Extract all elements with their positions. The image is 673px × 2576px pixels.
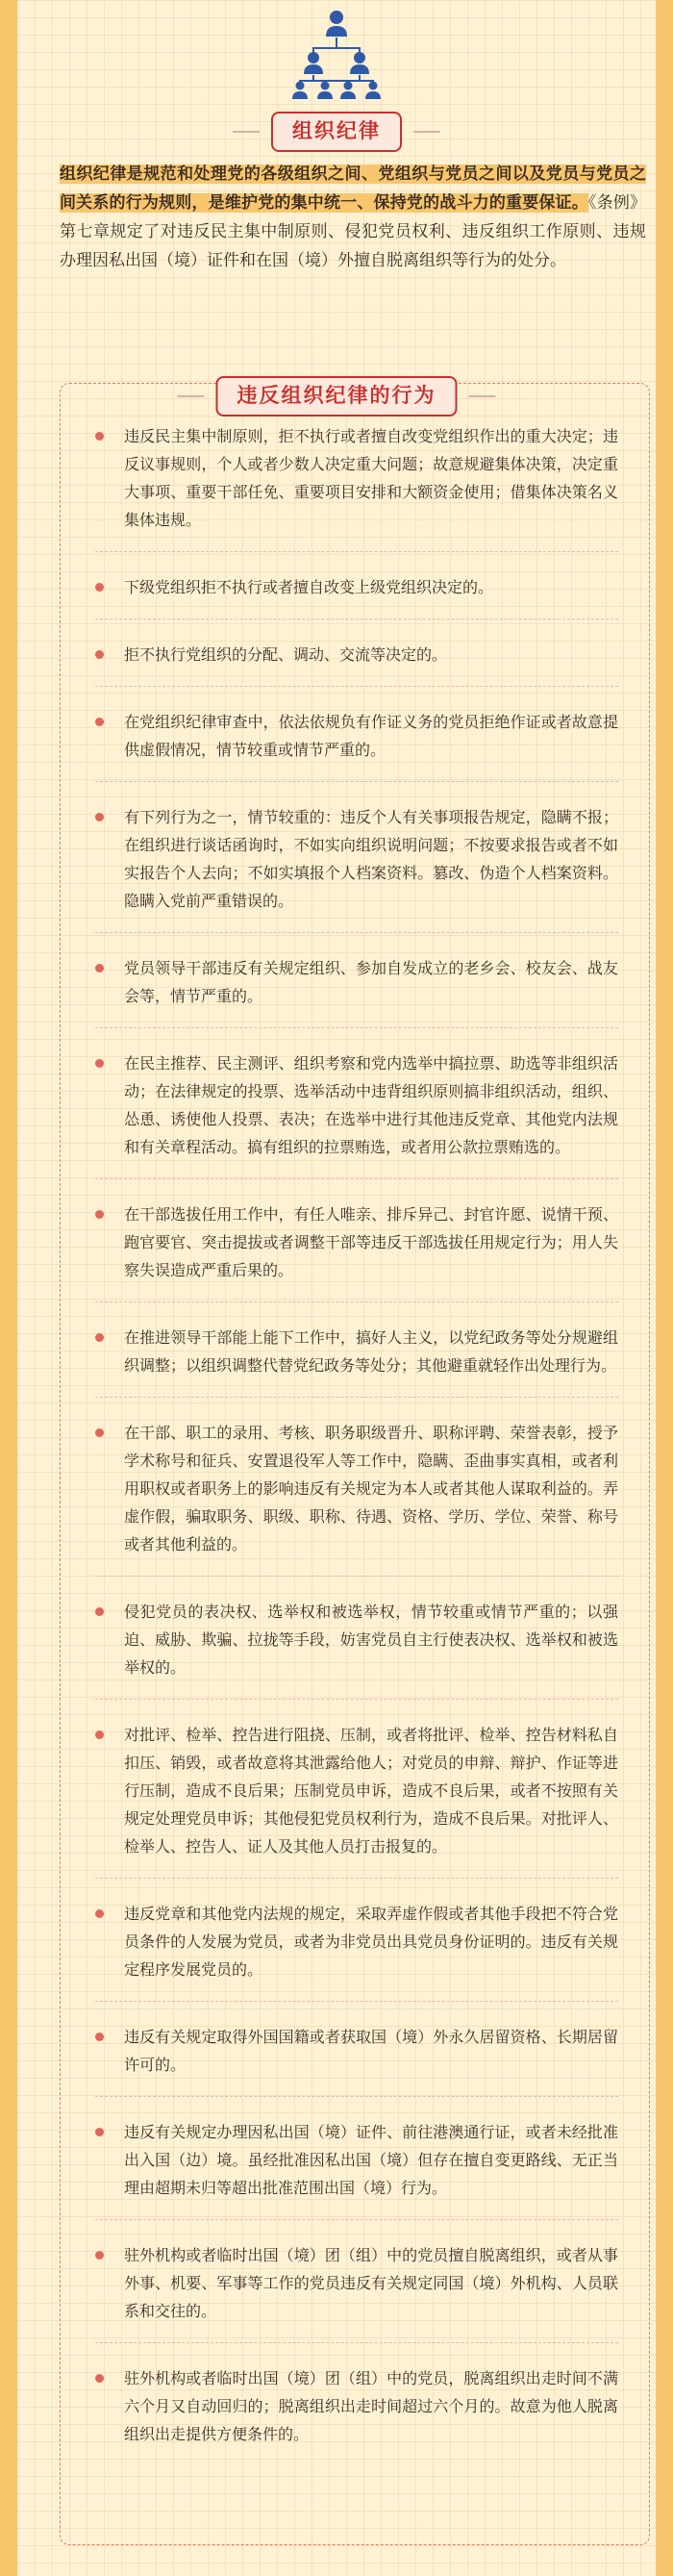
list-item — [95, 1721, 618, 1879]
bullet-dot-icon — [95, 1059, 104, 1068]
list-item-text: 驻外机构或者临时出国（境）团（组）中的党员，脱离组织出走时间不满六个月又自动回归的；脱离组织出走时间超过六个月的。故意为他人脱离组织出走提供方便条件的。 — [124, 2369, 618, 2443]
list-item-text: 侵犯党员的表决权、选举权和被选举权，情节较重或情节严重的；以强迫、威胁、欺骗、拉拢等手段，妨害党员自主行使表决权、选举权和被选举权的。 — [124, 1603, 618, 1677]
bullet-dot-icon — [95, 2251, 104, 2260]
list-item — [95, 1049, 618, 1179]
divider-left — [178, 395, 205, 397]
list-item — [95, 803, 618, 933]
list-item-text: 在党组织纪律审查中，依法依规负有作证义务的党员拒绝作证或者故意提供虚假情况，情节较重或情节严重的。 — [124, 713, 618, 759]
list-item — [95, 1900, 618, 2002]
bullet-dot-icon — [95, 2128, 104, 2136]
list-item — [95, 2241, 618, 2343]
list-item-text: 有下列行为之一，情节较重的：违反个人有关事项报告规定，隐瞒不报；在组织进行谈话函询时，不如实向组织说明问题；不按要求报告或者不如实报告个人去向；不如实填报个人档案资料。篡改、伪造个人档案资料。隐瞒入党前严重错误的。 — [124, 808, 618, 910]
bullet-dot-icon — [95, 432, 104, 441]
list-item — [95, 1419, 618, 1577]
list-item — [95, 1200, 618, 1302]
bullet-dot-icon — [95, 718, 104, 726]
list-item-text: 违反有关规定取得外国国籍或者获取国（境）外永久居留资格、长期居留许可的。 — [124, 2028, 618, 2074]
bullet-dot-icon — [95, 583, 104, 592]
list-item-text: 在民主推荐、民主测评、组织考察和党内选举中搞拉票、助选等非组织活动；在法律规定的投票、选举活动中违背组织原则搞非组织活动，组织、怂恿、诱使他人投票、表决；在选举中进行其他违反党章、其他党内法规和有关章程活动。搞有组织的拉票贿选，或者用公款拉票贿选的。 — [124, 1054, 618, 1156]
divider-left — [233, 131, 260, 133]
divider-right — [469, 395, 496, 397]
intro-highlight: 组织纪律是规范和处理党的各级组织之间、党组织与党员之间以及党员与党员之间关系的行为规则，是维护党的集中统一、保持党的战斗力的重要保证。 — [60, 164, 646, 213]
bullet-dot-icon — [95, 1210, 104, 1219]
list-item-text: 违反党章和其他党内法规的规定，采取弄虚作假或者其他手段把不符合党员条件的人发展为党员，或者为非党员出具党员身份证明的。违反有关规定程序发展党员的。 — [124, 1905, 618, 1979]
list-item-text: 下级党组织拒不执行或者擅自改变上级党组织决定的。 — [124, 578, 494, 596]
list-item — [95, 1598, 618, 1700]
bullet-dot-icon — [95, 1333, 104, 1342]
bullet-dot-icon — [95, 1730, 104, 1739]
list-item — [95, 573, 618, 619]
list-item-text: 驻外机构或者临时出国（境）团（组）中的党员擅自脱离组织，或者从事外事、机要、军事等工作的党员违反有关规定同国（境）外机构、人员联系和交往的。 — [124, 2246, 618, 2320]
list-item-text: 对批评、检举、控告进行阻挠、压制，或者将批评、检举、控告材料私自扣压、销毁，或者故意将其泄露给他人；对党员的申辩、辩护、作证等进行压制，造成不良后果；压制党员申诉，造成不良后果，或者不按照有关规定处理党员申诉；其他侵犯党员权利行为，造成不良后果。对批评人、检举人、控告人、证人及其他人员打击报复的。 — [124, 1726, 618, 1856]
list-item-text: 党员领导干部违反有关规定组织、参加自发成立的老乡会、校友会、战友会等，情节严重的。 — [124, 959, 618, 1005]
bullet-dot-icon — [95, 813, 104, 821]
violations-title — [178, 376, 496, 417]
list-item — [95, 422, 618, 552]
bullet-dot-icon — [95, 1607, 104, 1616]
list-item-text: 违反民主集中制原则，拒不执行或者擅自改变党组织作出的重大决定；违反议事规则，个人或者少数人决定重大问题；故意规避集体决策，决定重大事项、重要干部任免、重要项目安排和大额资金使用；借集体决策名义集体违规。 — [124, 427, 618, 529]
list-item-text: 在推进领导干部能上能下工作中，搞好人主义，以党纪政务等处分规避组织调整；以组织调整代替党纪政务等处分；其他避重就轻作出处理行为。 — [124, 1328, 618, 1375]
bullet-dot-icon — [95, 2033, 104, 2041]
bullet-dot-icon — [95, 650, 104, 659]
section-title — [233, 112, 440, 152]
bullet-dot-icon — [95, 1909, 104, 1918]
violations-title-label: 违反组织纪律的行为 — [216, 376, 458, 417]
list-item — [95, 2023, 618, 2097]
list-item-text: 在干部、职工的录用、考核、职务职级晋升、职称评聘、荣誉表彰，授予学术称号和征兵、安置退役军人等工作中，隐瞒、歪曲事实真相，或者利用职权或者职务上的影响违反有关规定为本人或者其他人谋取利益的。弄虚作假，骗取职务、职级、职称、待遇、资格、学历、学位、荣誉、称号或者其他利益的。 — [124, 1424, 618, 1553]
list-item-text: 拒不执行党组织的分配、调动、交流等决定的。 — [124, 645, 448, 664]
list-item-text: 违反有关规定办理因私出国（境）证件、前往港澳通行证，或者未经批准出入国（边）境。虽经批准因私出国（境）但存在擅自变更路线、无正当理由超期未归等超出批准范围出国（境）行为。 — [124, 2123, 618, 2197]
list-item — [95, 2364, 618, 2465]
list-item-text: 在干部选拔任用工作中，有任人唯亲、排斥异己、封官许愿、说情干预、跑官要官、突击提拔或者调整干部等违反干部选拔任用规定行为；用人失察失误造成严重后果的。 — [124, 1205, 618, 1279]
divider-right — [413, 131, 440, 133]
intro-paragraph — [60, 160, 646, 275]
section-title-label: 组织纪律 — [271, 112, 402, 152]
violations-list — [60, 383, 650, 2545]
list-item — [95, 1324, 618, 1398]
org-structure-icon — [289, 6, 384, 102]
list-item — [95, 954, 618, 1028]
bullet-dot-icon — [95, 1428, 104, 1437]
list-item — [95, 2118, 618, 2220]
intro-body: 《条例》第七章规定了对违反民主集中制原则、侵犯党员权利、违反组织工作原则、违规办理因私出国（境）证件和在国（境）外擅自脱离组织等行为的处分。 — [60, 193, 647, 270]
list-item — [95, 641, 618, 687]
list-item — [95, 708, 618, 782]
bullet-dot-icon — [95, 2374, 104, 2383]
bullet-dot-icon — [95, 964, 104, 972]
